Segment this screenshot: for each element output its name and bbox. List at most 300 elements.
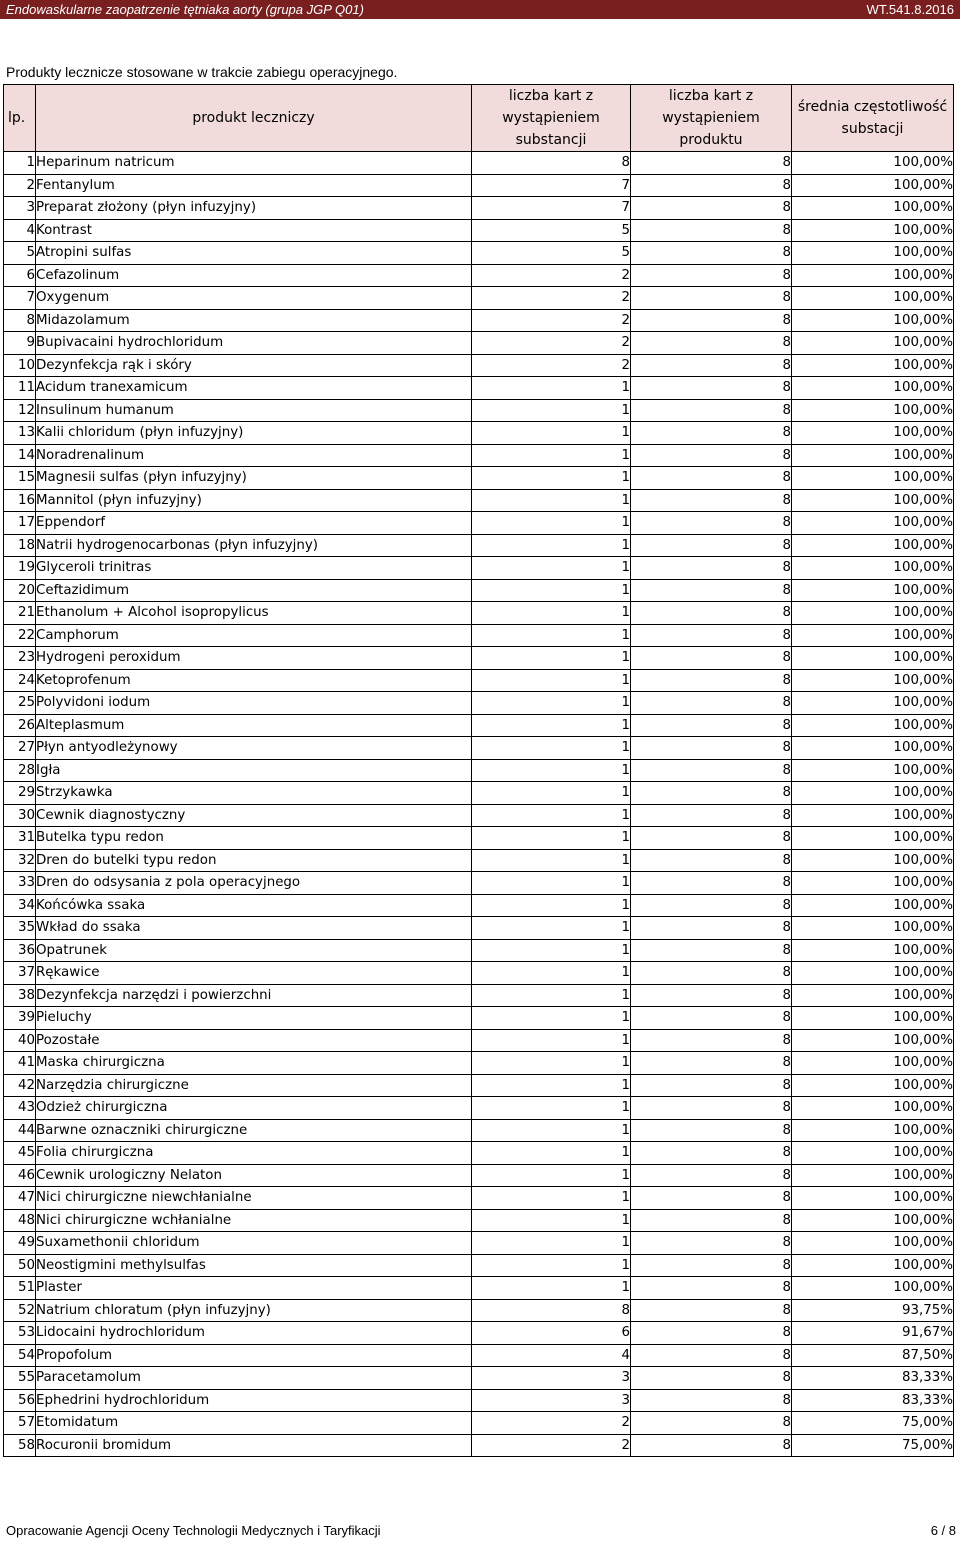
cell-lp: 48 — [4, 1209, 36, 1232]
cell-lp: 18 — [4, 534, 36, 557]
cell-avg-frequency: 100,00% — [792, 782, 954, 805]
cell-cards-substance: 1 — [472, 962, 631, 985]
cell-cards-product: 8 — [631, 849, 792, 872]
table-row — [4, 287, 954, 310]
table-header-row — [4, 85, 954, 152]
cell-cards-product: 8 — [631, 782, 792, 805]
table-row — [4, 1299, 954, 1322]
table-row — [4, 894, 954, 917]
table-caption: Produkty lecznicze stosowane w trakcie zabiegu operacyjnego. — [6, 64, 398, 80]
cell-cards-substance: 1 — [472, 377, 631, 400]
header-cards-substance: liczba kart z wystąpieniem substancji — [472, 85, 631, 152]
table-row — [4, 1367, 954, 1390]
cell-cards-product: 8 — [631, 309, 792, 332]
table-row — [4, 872, 954, 895]
page-header — [0, 0, 960, 19]
cell-avg-frequency: 100,00% — [792, 332, 954, 355]
cell-avg-frequency: 100,00% — [792, 557, 954, 580]
cell-avg-frequency: 100,00% — [792, 1164, 954, 1187]
cell-cards-substance: 1 — [472, 939, 631, 962]
cell-cards-product: 8 — [631, 917, 792, 940]
cell-cards-product: 8 — [631, 467, 792, 490]
cell-lp: 50 — [4, 1254, 36, 1277]
cell-lp: 49 — [4, 1232, 36, 1255]
cell-product: Narzędzia chirurgiczne — [36, 1074, 472, 1097]
cell-avg-frequency: 100,00% — [792, 422, 954, 445]
cell-product: Butelka typu redon — [36, 827, 472, 850]
cell-lp: 27 — [4, 737, 36, 760]
cell-cards-substance: 1 — [472, 1052, 631, 1075]
cell-lp: 23 — [4, 647, 36, 670]
cell-cards-substance: 1 — [472, 804, 631, 827]
cell-avg-frequency: 100,00% — [792, 489, 954, 512]
cell-cards-product: 8 — [631, 804, 792, 827]
cell-cards-substance: 3 — [472, 1367, 631, 1390]
cell-product: Suxamethonii chloridum — [36, 1232, 472, 1255]
cell-cards-substance: 7 — [472, 197, 631, 220]
cell-lp: 37 — [4, 962, 36, 985]
cell-cards-substance: 1 — [472, 872, 631, 895]
cell-cards-product: 8 — [631, 1142, 792, 1165]
cell-lp: 47 — [4, 1187, 36, 1210]
cell-product: Dren do butelki typu redon — [36, 849, 472, 872]
cell-avg-frequency: 100,00% — [792, 872, 954, 895]
cell-cards-substance: 1 — [472, 647, 631, 670]
cell-cards-substance: 1 — [472, 827, 631, 850]
cell-lp: 7 — [4, 287, 36, 310]
cell-cards-product: 8 — [631, 287, 792, 310]
cell-product: Końcówka ssaka — [36, 894, 472, 917]
cell-avg-frequency: 100,00% — [792, 1029, 954, 1052]
table-row — [4, 1389, 954, 1412]
cell-lp: 22 — [4, 624, 36, 647]
cell-cards-product: 8 — [631, 264, 792, 287]
cell-lp: 13 — [4, 422, 36, 445]
cell-product: Igła — [36, 759, 472, 782]
cell-product: Bupivacaini hydrochloridum — [36, 332, 472, 355]
cell-lp: 6 — [4, 264, 36, 287]
table-row — [4, 1074, 954, 1097]
table-row — [4, 1119, 954, 1142]
cell-product: Noradrenalinum — [36, 444, 472, 467]
cell-cards-substance: 1 — [472, 984, 631, 1007]
cell-cards-substance: 1 — [472, 1074, 631, 1097]
table-row — [4, 624, 954, 647]
page-number: 6 / 8 — [930, 1523, 956, 1538]
cell-lp: 58 — [4, 1434, 36, 1457]
table-row — [4, 152, 954, 175]
cell-cards-substance: 1 — [472, 1209, 631, 1232]
cell-cards-product: 8 — [631, 624, 792, 647]
cell-lp: 31 — [4, 827, 36, 850]
cell-cards-product: 8 — [631, 1322, 792, 1345]
cell-lp: 4 — [4, 219, 36, 242]
cell-cards-substance: 2 — [472, 264, 631, 287]
cell-lp: 45 — [4, 1142, 36, 1165]
cell-lp: 3 — [4, 197, 36, 220]
cell-avg-frequency: 100,00% — [792, 219, 954, 242]
cell-cards-substance: 1 — [472, 1164, 631, 1187]
cell-cards-substance: 1 — [472, 1187, 631, 1210]
cell-cards-substance: 1 — [472, 422, 631, 445]
cell-avg-frequency: 100,00% — [792, 669, 954, 692]
cell-cards-substance: 1 — [472, 669, 631, 692]
table-row — [4, 737, 954, 760]
cell-product: Dren do odsysania z pola operacyjnego — [36, 872, 472, 895]
cell-lp: 10 — [4, 354, 36, 377]
cell-cards-substance: 1 — [472, 1277, 631, 1300]
cell-cards-substance: 2 — [472, 1412, 631, 1435]
cell-lp: 19 — [4, 557, 36, 580]
cell-lp: 9 — [4, 332, 36, 355]
cell-cards-product: 8 — [631, 1254, 792, 1277]
cell-product: Dezynfekcja narzędzi i powierzchni — [36, 984, 472, 1007]
cell-lp: 40 — [4, 1029, 36, 1052]
cell-cards-substance: 1 — [472, 444, 631, 467]
table-row — [4, 1434, 954, 1457]
header-avg-frequency: średnia częstotliwość substacji — [792, 85, 954, 152]
cell-product: Płyn antyodleżynowy — [36, 737, 472, 760]
table-row — [4, 174, 954, 197]
cell-cards-product: 8 — [631, 1029, 792, 1052]
cell-cards-substance: 1 — [472, 849, 631, 872]
table-row — [4, 219, 954, 242]
cell-product: Neostigmini methylsulfas — [36, 1254, 472, 1277]
cell-cards-product: 8 — [631, 557, 792, 580]
cell-product: Ephedrini hydrochloridum — [36, 1389, 472, 1412]
cell-cards-product: 8 — [631, 1277, 792, 1300]
cell-lp: 57 — [4, 1412, 36, 1435]
cell-avg-frequency: 100,00% — [792, 152, 954, 175]
cell-cards-substance: 4 — [472, 1344, 631, 1367]
cell-avg-frequency: 100,00% — [792, 692, 954, 715]
cell-product: Glyceroli trinitras — [36, 557, 472, 580]
cell-cards-product: 8 — [631, 1209, 792, 1232]
cell-lp: 41 — [4, 1052, 36, 1075]
cell-avg-frequency: 100,00% — [792, 602, 954, 625]
cell-cards-substance: 1 — [472, 894, 631, 917]
cell-avg-frequency: 100,00% — [792, 1119, 954, 1142]
cell-cards-product: 8 — [631, 827, 792, 850]
cell-cards-product: 8 — [631, 152, 792, 175]
table-row — [4, 444, 954, 467]
cell-avg-frequency: 100,00% — [792, 1097, 954, 1120]
cell-cards-substance: 8 — [472, 152, 631, 175]
table-body — [4, 152, 954, 1457]
cell-product: Dezynfekcja rąk i skóry — [36, 354, 472, 377]
cell-lp: 42 — [4, 1074, 36, 1097]
cell-cards-substance: 1 — [472, 1097, 631, 1120]
table-row — [4, 984, 954, 1007]
table-row — [4, 1164, 954, 1187]
cell-avg-frequency: 83,33% — [792, 1367, 954, 1390]
cell-cards-substance: 1 — [472, 534, 631, 557]
cell-cards-substance: 1 — [472, 737, 631, 760]
cell-product: Eppendorf — [36, 512, 472, 535]
cell-cards-product: 8 — [631, 399, 792, 422]
cell-cards-product: 8 — [631, 444, 792, 467]
table-row — [4, 354, 954, 377]
cell-cards-product: 8 — [631, 692, 792, 715]
table-row — [4, 692, 954, 715]
cell-lp: 29 — [4, 782, 36, 805]
cell-avg-frequency: 100,00% — [792, 309, 954, 332]
table-row — [4, 1142, 954, 1165]
cell-avg-frequency: 100,00% — [792, 242, 954, 265]
table-row — [4, 512, 954, 535]
cell-product: Atropini sulfas — [36, 242, 472, 265]
page-footer — [6, 1523, 956, 1538]
cell-cards-product: 8 — [631, 512, 792, 535]
cell-lp: 2 — [4, 174, 36, 197]
cell-cards-product: 8 — [631, 1052, 792, 1075]
cell-avg-frequency: 75,00% — [792, 1412, 954, 1435]
cell-lp: 54 — [4, 1344, 36, 1367]
cell-cards-product: 8 — [631, 1367, 792, 1390]
cell-avg-frequency: 100,00% — [792, 1254, 954, 1277]
cell-cards-substance: 2 — [472, 1434, 631, 1457]
cell-cards-product: 8 — [631, 489, 792, 512]
cell-lp: 12 — [4, 399, 36, 422]
table-row — [4, 827, 954, 850]
cell-product: Heparinum natricum — [36, 152, 472, 175]
cell-cards-product: 8 — [631, 1389, 792, 1412]
cell-product: Propofolum — [36, 1344, 472, 1367]
cell-cards-substance: 1 — [472, 692, 631, 715]
table-row — [4, 242, 954, 265]
table-row — [4, 782, 954, 805]
table-row — [4, 534, 954, 557]
cell-cards-product: 8 — [631, 1164, 792, 1187]
cell-product: Odzież chirurgiczna — [36, 1097, 472, 1120]
cell-avg-frequency: 100,00% — [792, 287, 954, 310]
table-row — [4, 557, 954, 580]
cell-lp: 44 — [4, 1119, 36, 1142]
cell-avg-frequency: 100,00% — [792, 377, 954, 400]
cell-lp: 46 — [4, 1164, 36, 1187]
cell-cards-product: 8 — [631, 737, 792, 760]
table-row — [4, 332, 954, 355]
cell-cards-substance: 8 — [472, 1299, 631, 1322]
table-row — [4, 1232, 954, 1255]
table-row — [4, 602, 954, 625]
cell-avg-frequency: 100,00% — [792, 264, 954, 287]
cell-product: Wkład do ssaka — [36, 917, 472, 940]
cell-product: Ketoprofenum — [36, 669, 472, 692]
cell-lp: 36 — [4, 939, 36, 962]
cell-cards-substance: 1 — [472, 512, 631, 535]
cell-lp: 52 — [4, 1299, 36, 1322]
cell-product: Rocuronii bromidum — [36, 1434, 472, 1457]
cell-product: Barwne oznaczniki chirurgiczne — [36, 1119, 472, 1142]
cell-avg-frequency: 100,00% — [792, 894, 954, 917]
cell-cards-product: 8 — [631, 377, 792, 400]
table-row — [4, 1209, 954, 1232]
cell-avg-frequency: 100,00% — [792, 962, 954, 985]
cell-cards-substance: 1 — [472, 399, 631, 422]
cell-product: Nici chirurgiczne wchłanialne — [36, 1209, 472, 1232]
table-row — [4, 939, 954, 962]
table-row — [4, 264, 954, 287]
cell-avg-frequency: 100,00% — [792, 1007, 954, 1030]
cell-lp: 32 — [4, 849, 36, 872]
cell-lp: 34 — [4, 894, 36, 917]
cell-avg-frequency: 100,00% — [792, 827, 954, 850]
cell-product: Nici chirurgiczne niewchłanialne — [36, 1187, 472, 1210]
cell-lp: 15 — [4, 467, 36, 490]
cell-cards-substance: 5 — [472, 242, 631, 265]
cell-avg-frequency: 100,00% — [792, 512, 954, 535]
cell-cards-product: 8 — [631, 332, 792, 355]
table-row — [4, 1029, 954, 1052]
table-row — [4, 1007, 954, 1030]
cell-product: Camphorum — [36, 624, 472, 647]
cell-cards-product: 8 — [631, 1299, 792, 1322]
cell-avg-frequency: 100,00% — [792, 759, 954, 782]
cell-avg-frequency: 75,00% — [792, 1434, 954, 1457]
cell-avg-frequency: 100,00% — [792, 647, 954, 670]
cell-cards-substance: 1 — [472, 602, 631, 625]
cell-cards-substance: 1 — [472, 467, 631, 490]
cell-cards-product: 8 — [631, 1119, 792, 1142]
cell-lp: 35 — [4, 917, 36, 940]
header-cards-product: liczba kart z wystąpieniem produktu — [631, 85, 792, 152]
cell-avg-frequency: 100,00% — [792, 354, 954, 377]
cell-product: Plaster — [36, 1277, 472, 1300]
cell-product: Kontrast — [36, 219, 472, 242]
cell-product: Opatrunek — [36, 939, 472, 962]
document-title: Endowaskularne zaopatrzenie tętniaka aorty (grupa JGP Q01) — [6, 2, 364, 17]
cell-avg-frequency: 83,33% — [792, 1389, 954, 1412]
table-row — [4, 1322, 954, 1345]
cell-lp: 43 — [4, 1097, 36, 1120]
table-row — [4, 647, 954, 670]
cell-cards-product: 8 — [631, 939, 792, 962]
cell-product: Polyvidoni iodum — [36, 692, 472, 715]
cell-lp: 1 — [4, 152, 36, 175]
cell-lp: 11 — [4, 377, 36, 400]
table-row — [4, 197, 954, 220]
cell-avg-frequency: 100,00% — [792, 1209, 954, 1232]
cell-cards-substance: 1 — [472, 1232, 631, 1255]
cell-cards-substance: 3 — [472, 1389, 631, 1412]
cell-lp: 20 — [4, 579, 36, 602]
cell-cards-product: 8 — [631, 1412, 792, 1435]
cell-cards-product: 8 — [631, 1434, 792, 1457]
cell-lp: 24 — [4, 669, 36, 692]
cell-lp: 16 — [4, 489, 36, 512]
table-row — [4, 962, 954, 985]
cell-cards-substance: 7 — [472, 174, 631, 197]
table-row — [4, 849, 954, 872]
cell-lp: 30 — [4, 804, 36, 827]
cell-lp: 56 — [4, 1389, 36, 1412]
cell-product: Natrium chloratum (płyn infuzyjny) — [36, 1299, 472, 1322]
cell-lp: 21 — [4, 602, 36, 625]
header-lp: lp. — [4, 85, 36, 152]
cell-avg-frequency: 100,00% — [792, 804, 954, 827]
cell-lp: 17 — [4, 512, 36, 535]
cell-avg-frequency: 87,50% — [792, 1344, 954, 1367]
cell-avg-frequency: 100,00% — [792, 467, 954, 490]
cell-cards-substance: 1 — [472, 1007, 631, 1030]
cell-avg-frequency: 100,00% — [792, 197, 954, 220]
cell-avg-frequency: 100,00% — [792, 849, 954, 872]
cell-lp: 55 — [4, 1367, 36, 1390]
cell-cards-substance: 2 — [472, 354, 631, 377]
cell-cards-product: 8 — [631, 354, 792, 377]
cell-product: Pieluchy — [36, 1007, 472, 1030]
cell-lp: 25 — [4, 692, 36, 715]
cell-cards-substance: 1 — [472, 624, 631, 647]
cell-cards-product: 8 — [631, 1007, 792, 1030]
cell-lp: 39 — [4, 1007, 36, 1030]
cell-avg-frequency: 93,75% — [792, 1299, 954, 1322]
table-row — [4, 917, 954, 940]
cell-product: Maska chirurgiczna — [36, 1052, 472, 1075]
cell-product: Insulinum humanum — [36, 399, 472, 422]
cell-cards-substance: 1 — [472, 782, 631, 805]
cell-cards-product: 8 — [631, 647, 792, 670]
cell-product: Fentanylum — [36, 174, 472, 197]
cell-cards-substance: 1 — [472, 1029, 631, 1052]
cell-cards-product: 8 — [631, 174, 792, 197]
cell-lp: 28 — [4, 759, 36, 782]
cell-cards-substance: 6 — [472, 1322, 631, 1345]
table-row — [4, 714, 954, 737]
cell-cards-product: 8 — [631, 759, 792, 782]
cell-lp: 5 — [4, 242, 36, 265]
cell-cards-product: 8 — [631, 1074, 792, 1097]
cell-lp: 53 — [4, 1322, 36, 1345]
cell-cards-product: 8 — [631, 534, 792, 557]
cell-cards-product: 8 — [631, 1232, 792, 1255]
table-row — [4, 1277, 954, 1300]
cell-product: Ceftazidimum — [36, 579, 472, 602]
cell-cards-product: 8 — [631, 984, 792, 1007]
cell-lp: 14 — [4, 444, 36, 467]
table-row — [4, 1187, 954, 1210]
cell-product: Cefazolinum — [36, 264, 472, 287]
cell-product: Rękawice — [36, 962, 472, 985]
cell-product: Alteplasmum — [36, 714, 472, 737]
cell-cards-substance: 1 — [472, 1254, 631, 1277]
products-table — [3, 84, 954, 1457]
cell-cards-substance: 1 — [472, 1142, 631, 1165]
table-row — [4, 1344, 954, 1367]
table-row — [4, 804, 954, 827]
cell-avg-frequency: 100,00% — [792, 1142, 954, 1165]
cell-cards-product: 8 — [631, 422, 792, 445]
cell-cards-product: 8 — [631, 579, 792, 602]
cell-product: Midazolamum — [36, 309, 472, 332]
cell-avg-frequency: 100,00% — [792, 984, 954, 1007]
table-row — [4, 399, 954, 422]
cell-product: Oxygenum — [36, 287, 472, 310]
cell-avg-frequency: 100,00% — [792, 917, 954, 940]
cell-avg-frequency: 100,00% — [792, 1074, 954, 1097]
cell-cards-substance: 1 — [472, 557, 631, 580]
cell-cards-substance: 5 — [472, 219, 631, 242]
cell-cards-product: 8 — [631, 669, 792, 692]
table-row — [4, 579, 954, 602]
cell-product: Paracetamolum — [36, 1367, 472, 1390]
cell-product: Folia chirurgiczna — [36, 1142, 472, 1165]
cell-cards-product: 8 — [631, 872, 792, 895]
cell-product: Ethanolum + Alcohol isopropylicus — [36, 602, 472, 625]
cell-cards-product: 8 — [631, 962, 792, 985]
table-row — [4, 377, 954, 400]
